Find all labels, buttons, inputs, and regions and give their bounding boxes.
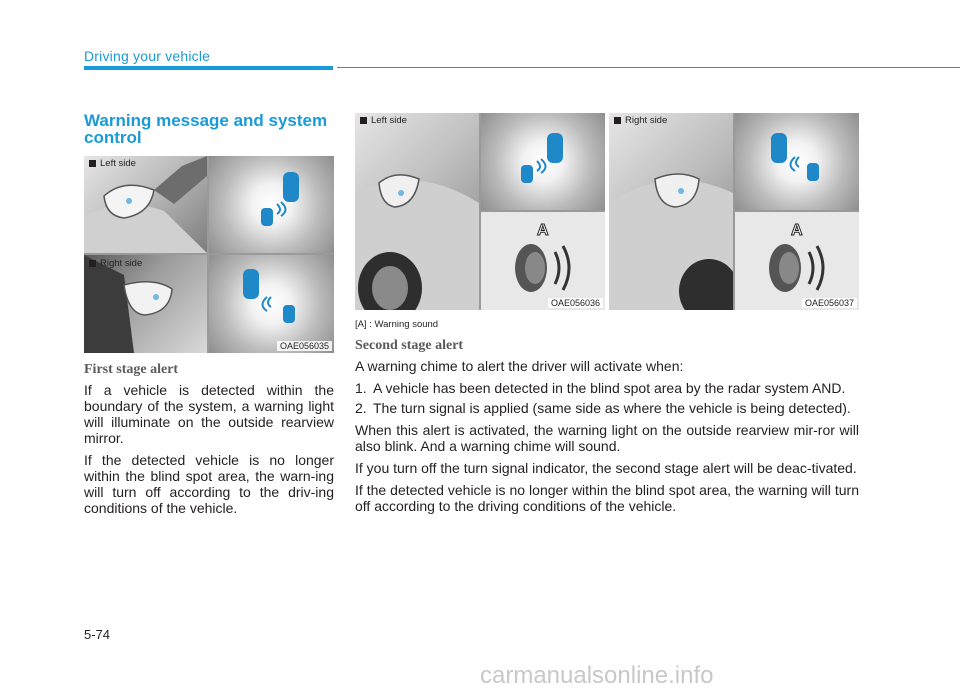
warning-light-icon bbox=[126, 198, 132, 204]
vehicle-detection-illustration bbox=[481, 113, 605, 210]
page-number: 5-74 bbox=[84, 627, 111, 642]
car-side-illustration bbox=[609, 113, 733, 310]
left-mirror-illustration bbox=[84, 156, 207, 253]
radar-wave-icon bbox=[277, 202, 286, 216]
detected-car-icon bbox=[261, 208, 273, 226]
right-car-image bbox=[609, 113, 733, 310]
warning-sound-image bbox=[481, 212, 605, 310]
second-stage-title: Second stage alert bbox=[355, 338, 464, 353]
figure-legend: [A] : Warning sound bbox=[355, 319, 439, 330]
list-text: The turn signal is applied (same side as where the vehicle is being detected). bbox=[373, 400, 851, 416]
own-car-icon bbox=[547, 133, 563, 163]
section-title: Driving your vehicle bbox=[84, 48, 211, 64]
right-mirror-image bbox=[84, 255, 207, 353]
paragraph: If a vehicle is detected within the boundary of the system, a warning light will illuminate on the outside rearview mirror. bbox=[84, 382, 334, 446]
paragraph: A warning chime to alert the driver will activate when: bbox=[355, 358, 684, 374]
first-stage-title: First stage alert bbox=[84, 362, 179, 377]
watermark: carmanualsonline.info bbox=[480, 662, 714, 689]
header-rule-accent bbox=[84, 66, 333, 70]
header-rule bbox=[337, 67, 960, 68]
own-car-icon bbox=[243, 269, 259, 299]
left-radar-image bbox=[209, 156, 334, 253]
figure-code: OAE056035 bbox=[277, 341, 332, 351]
right-mirror-illustration bbox=[84, 255, 207, 353]
left-car-image bbox=[355, 113, 479, 310]
figure-left-side-second-stage bbox=[355, 113, 605, 310]
own-car-icon bbox=[283, 172, 299, 202]
warning-heading: Warning message and system control bbox=[84, 111, 328, 147]
warning-sound-marker: A bbox=[791, 222, 803, 239]
detected-car-icon bbox=[283, 305, 295, 323]
paragraph: If the detected vehicle is no longer within the blind spot area, the warn-ing will turn off according to the driv-ing conditions of the vehicle. bbox=[84, 452, 334, 516]
left-side-label: Left side bbox=[371, 115, 407, 126]
left-side-label: Left side bbox=[100, 158, 136, 169]
paragraph: If the detected vehicle is no longer within the blind spot area, the warning will turn off according to the driving conditions of the vehicle. bbox=[355, 482, 859, 514]
figure-right-side-second-stage bbox=[609, 113, 859, 310]
warning-light-icon bbox=[398, 190, 404, 196]
list-number: 2. bbox=[355, 400, 367, 416]
left-mirror-image bbox=[84, 156, 207, 253]
radar-wave-icon bbox=[537, 159, 546, 173]
list-number: 1. bbox=[355, 380, 367, 396]
detected-car-icon bbox=[521, 165, 533, 183]
own-car-icon bbox=[771, 133, 787, 163]
detected-car-icon bbox=[807, 163, 819, 181]
right-radar-image bbox=[735, 113, 859, 210]
right-side-label: Right side bbox=[100, 258, 143, 269]
radar-wave-icon bbox=[263, 297, 272, 311]
right-side-label: Right side bbox=[625, 115, 668, 126]
list-item bbox=[355, 400, 859, 416]
warning-light-icon bbox=[678, 188, 684, 194]
list-item bbox=[355, 380, 859, 396]
vehicle-detection-illustration bbox=[735, 113, 859, 210]
warning-light-icon bbox=[153, 294, 159, 300]
paragraph: If you turn off the turn signal indicator, the second stage alert will be deac-tivated. bbox=[355, 460, 857, 476]
second-stage-body bbox=[355, 358, 859, 520]
first-stage-body bbox=[84, 382, 334, 522]
figure-code: OAE056036 bbox=[548, 298, 603, 308]
vehicle-detection-illustration bbox=[209, 255, 334, 353]
left-radar-image bbox=[481, 113, 605, 210]
figure-code: OAE056037 bbox=[802, 298, 857, 308]
warning-sound-marker: A bbox=[537, 222, 549, 239]
vehicle-detection-illustration bbox=[209, 156, 334, 253]
paragraph: When this alert is activated, the warning light on the outside rearview mir-ror will also blink. And a warning chime will sound. bbox=[355, 422, 859, 454]
figure-first-stage bbox=[84, 156, 334, 353]
list-text: A vehicle has been detected in the blind spot area by the radar system AND. bbox=[373, 380, 846, 396]
warning-sound-image bbox=[735, 212, 859, 310]
right-radar-image bbox=[209, 255, 334, 353]
radar-wave-icon bbox=[791, 157, 800, 171]
car-side-illustration bbox=[355, 113, 479, 310]
